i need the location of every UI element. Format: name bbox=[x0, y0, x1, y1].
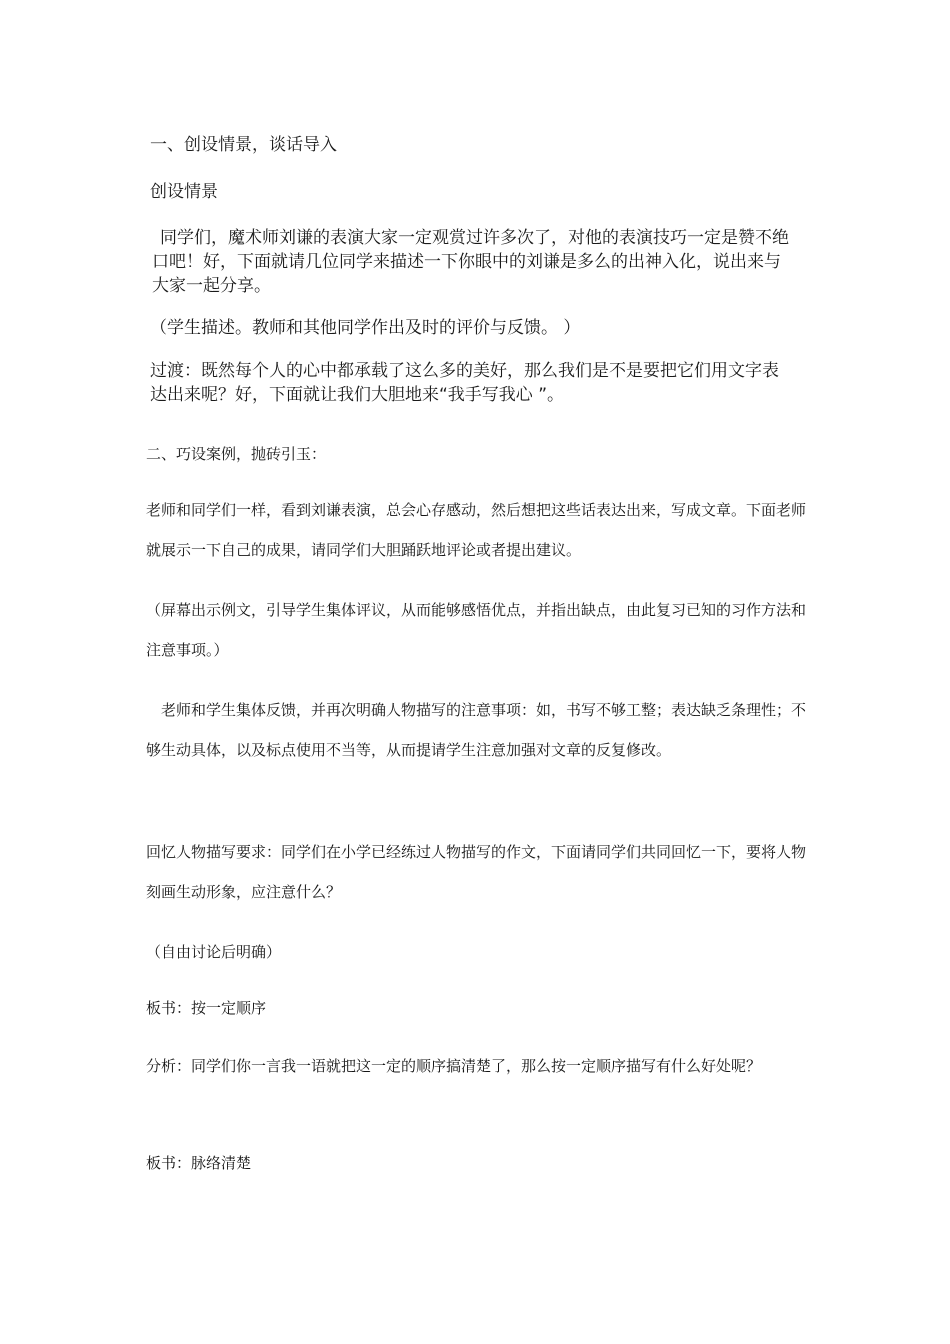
section1-subheading: 创设情景 bbox=[150, 182, 218, 202]
section2-paragraph-5: （自由讨论后明确） bbox=[146, 943, 282, 961]
section2-paragraph-8: 板书：脉络清楚 bbox=[146, 1154, 252, 1172]
section2-paragraph-3: 老师和学生集体反馈，并再次明确人物描写的注意事项：如，书写不够工整；表达缺乏条理性；不够生动具体，以及标点使用不当等，从而提请学生注意加强对文章的反复修改。 bbox=[146, 701, 807, 759]
section2-paragraph-6: 板书：按一定顺序 bbox=[146, 999, 267, 1017]
section2-paragraph-7: 分析：同学们你一言我一语就把这一定的顺序搞清楚了，那么按一定顺序描写有什么好处呢？ bbox=[146, 1057, 762, 1075]
section1-paragraph-3: 过渡：既然每个人的心中都承载了这么多的美好，那么我们是不是要把它们用文字表达出来呢？好，下面就让我们大胆地来“我手写我心 ”。 bbox=[150, 361, 779, 405]
section1-paragraph-2: （学生描述。教师和其他同学作出及时的评价与反馈。 ） bbox=[150, 318, 581, 338]
section1-heading: 一、创设情景，谈话导入 bbox=[150, 135, 337, 155]
section2-paragraph-2: （屏幕出示例文，引导学生集体评议，从而能够感悟优点，并指出缺点，由此复习已知的习作方法和注意事项。） bbox=[146, 601, 807, 659]
section1-paragraph-1: 同学们，魔术师刘谦的表演大家一定观赏过许多次了，对他的表演技巧一定是赞不绝口吧！好，下面就请几位同学来描述一下你眼中的刘谦是多么的出神入化，说出来与大家一起分享。 bbox=[152, 228, 789, 296]
section2-heading: 二、巧设案例，抛砖引玉： bbox=[146, 445, 327, 463]
section2-paragraph-4: 回忆人物描写要求：同学们在小学已经练过人物描写的作文，下面请同学们共同回忆一下，要将人物刻画生动形象，应注意什么？ bbox=[146, 843, 807, 901]
section2-paragraph-1: 老师和同学们一样，看到刘谦表演，总会心存感动，然后想把这些话表达出来，写成文章。下面老师就展示一下自己的成果，请同学们大胆踊跃地评论或者提出建议。 bbox=[146, 501, 807, 559]
